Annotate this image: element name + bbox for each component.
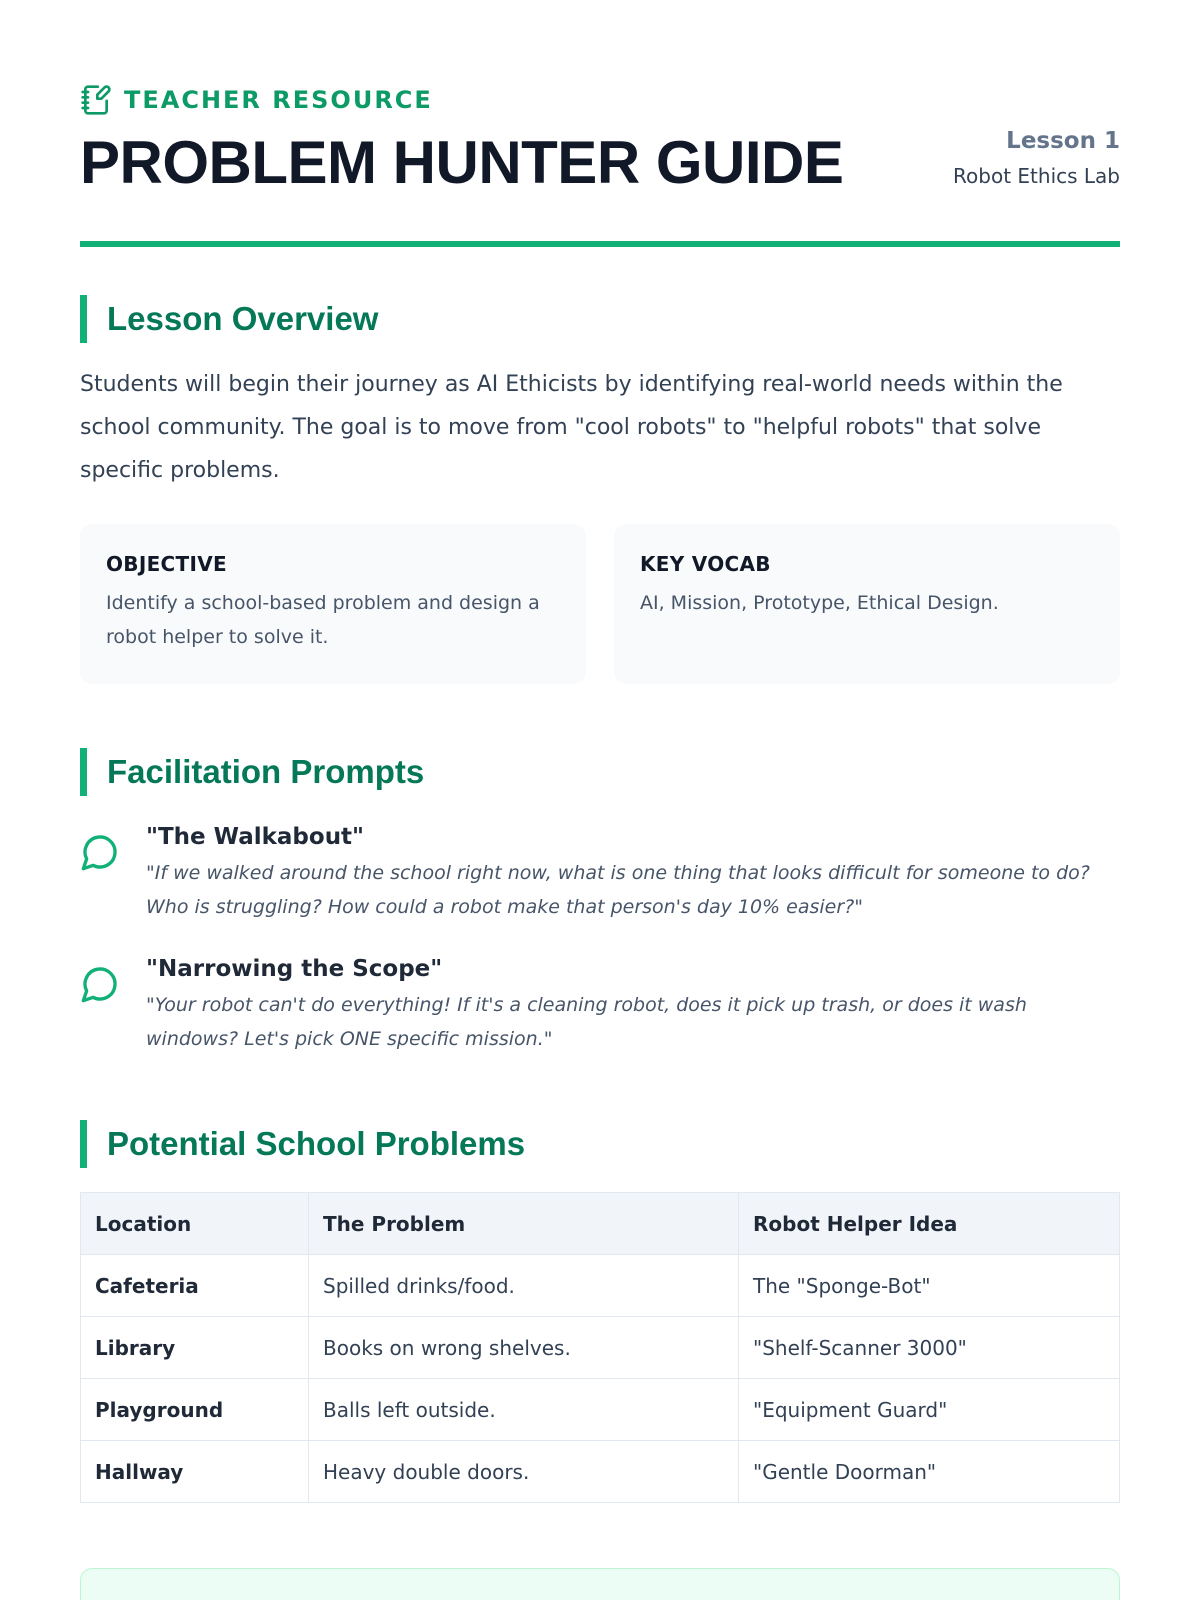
school-problems-section bbox=[80, 1120, 1120, 1503]
cell-problem: Books on wrong shelves. bbox=[309, 1317, 739, 1379]
cell-idea: "Shelf-Scanner 3000" bbox=[739, 1317, 1120, 1379]
prompt-quote: "If we walked around the school right now, what is one thing that looks difficult for someone to do? Who is struggling? How could a robot make that person's day 10% easier?" bbox=[146, 862, 1090, 918]
table-row bbox=[81, 1255, 1120, 1317]
cell-idea: "Gentle Doorman" bbox=[739, 1441, 1120, 1503]
notebook-pen-icon bbox=[80, 84, 112, 116]
column-header-location: Location bbox=[81, 1193, 309, 1255]
header-meta bbox=[953, 128, 1120, 188]
card-title: KEY VOCAB bbox=[640, 552, 771, 576]
section-heading-prompts: Facilitation Prompts bbox=[80, 748, 1120, 796]
resource-label: TEACHER RESOURCE bbox=[124, 86, 433, 114]
column-header-problem: The Problem bbox=[309, 1193, 739, 1255]
cell-problem: Spilled drinks/food. bbox=[309, 1255, 739, 1317]
prompt-title: "Narrowing the Scope" bbox=[146, 956, 443, 982]
table-row bbox=[81, 1441, 1120, 1503]
column-header-idea: Robot Helper Idea bbox=[739, 1193, 1120, 1255]
section-heading-problems: Potential School Problems bbox=[80, 1120, 1120, 1168]
speech-bubble-icon bbox=[80, 832, 120, 872]
lesson-overview-section bbox=[80, 295, 1120, 684]
facilitation-prompts-section bbox=[80, 748, 1120, 1056]
cell-idea: The "Sponge-Bot" bbox=[739, 1255, 1120, 1317]
key-vocab-card bbox=[614, 524, 1120, 684]
card-title: OBJECTIVE bbox=[106, 552, 227, 576]
lesson-number: Lesson 1 bbox=[1006, 128, 1120, 154]
cell-problem: Balls left outside. bbox=[309, 1379, 739, 1441]
speech-bubble-icon bbox=[80, 964, 120, 1004]
card-body: Identify a school-based problem and design a robot helper to solve it. bbox=[106, 592, 540, 648]
table-row bbox=[81, 1317, 1120, 1379]
cell-problem: Heavy double doors. bbox=[309, 1441, 739, 1503]
prompt-content bbox=[146, 824, 1120, 924]
cell-location: Cafeteria bbox=[81, 1255, 309, 1317]
lab-name: Robot Ethics Lab bbox=[953, 164, 1120, 188]
page-title: PROBLEM HUNTER GUIDE bbox=[80, 129, 844, 196]
problems-table bbox=[80, 1192, 1120, 1503]
card-body: AI, Mission, Prototype, Ethical Design. bbox=[640, 592, 999, 614]
table-header-row bbox=[81, 1193, 1120, 1255]
section-heading-overview: Lesson Overview bbox=[80, 295, 1120, 343]
prompt-item bbox=[80, 956, 1120, 1056]
prompt-item bbox=[80, 824, 1120, 924]
table-row bbox=[81, 1379, 1120, 1441]
cell-location: Hallway bbox=[81, 1441, 309, 1503]
prompt-quote: "Your robot can't do everything! If it's a cleaning robot, does it pick up trash, or does it wash windows? Let's pick ONE specific mission." bbox=[146, 994, 1027, 1050]
resource-row bbox=[80, 82, 1120, 118]
cell-location: Playground bbox=[81, 1379, 309, 1441]
callout-box bbox=[80, 1568, 1120, 1600]
prompt-title: "The Walkabout" bbox=[146, 824, 365, 850]
cell-location: Library bbox=[81, 1317, 309, 1379]
objective-card bbox=[80, 524, 586, 684]
prompt-content bbox=[146, 956, 1120, 1056]
cell-idea: "Equipment Guard" bbox=[739, 1379, 1120, 1441]
document-header bbox=[80, 0, 1120, 247]
info-cards bbox=[80, 524, 1120, 684]
overview-text: Students will begin their journey as AI Ethicists by identifying real-world needs within the school community. The goal is to move from "cool robots" to "helpful robots" that solve specific problems. bbox=[80, 372, 1063, 483]
